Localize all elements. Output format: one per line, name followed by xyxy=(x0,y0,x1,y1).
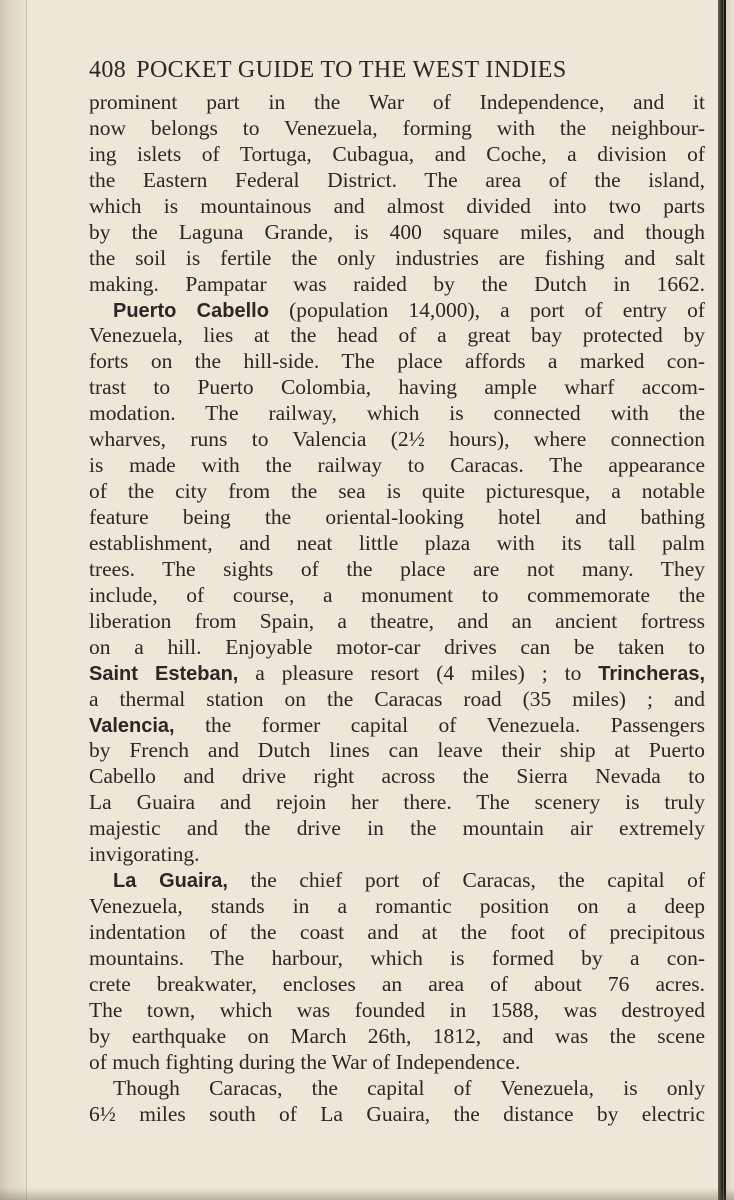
running-title: POCKET GUIDE TO THE WEST INDIES xyxy=(136,57,567,83)
text-line: indentation of the coast and at the foot of precipitous xyxy=(89,920,705,944)
text-line: trees. The sights of the place are not many. They xyxy=(89,556,705,581)
running-head xyxy=(89,56,705,90)
text-line: by the Laguna Grande, is 400 square miles, and though xyxy=(89,219,705,244)
page-bottom-shadow xyxy=(0,1188,734,1200)
text-line: forts on the hill-side. The place affords a marked con- xyxy=(89,349,705,374)
text-line: Venezuela, lies at the head of a great bay protected by xyxy=(89,323,705,348)
text-line: majestic and the drive in the mountain air extremely xyxy=(89,816,705,841)
place-name-trincheras: Trincheras, xyxy=(598,662,705,685)
text-line: wharves, runs to Valencia (2½ hours), where connection xyxy=(89,427,705,452)
gutter-shadow-line xyxy=(724,0,726,1200)
text-line: the Eastern Federal District. The area of the island, xyxy=(89,167,705,192)
text-line: modation. The railway, which is connected with the xyxy=(89,401,705,426)
place-name-saint-esteban: Saint Esteban, xyxy=(89,662,239,685)
text-line: The town, which was founded in 1588, was destroyed xyxy=(89,997,705,1022)
text-line: mountains. The harbour, which is formed by a con- xyxy=(89,945,705,970)
text-line: Valencia, the former capital of Venezuela. Passengers xyxy=(89,712,705,737)
page-number: 408 xyxy=(89,57,127,83)
text-line: Cabello and drive right across the Sierra Nevada to xyxy=(89,764,705,789)
text-line: the soil is fertile the only industries are fishing and salt xyxy=(89,245,705,270)
body-text xyxy=(89,90,705,1128)
text-line: which is mountainous and almost divided into two parts xyxy=(89,193,705,218)
text-line: Saint Esteban, a pleasure resort (4 miles) ; to Trincheras, xyxy=(89,660,705,685)
text-line: of the city from the sea is quite picturesque, a notable xyxy=(89,479,705,504)
text-line: making. Pampatar was raided by the Dutch in 1662. xyxy=(89,271,705,296)
text-line: a thermal station on the Caracas road (35 miles) ; and xyxy=(89,686,705,711)
text-line: crete breakwater, encloses an area of about 76 acres. xyxy=(89,971,705,996)
text-line: include, of course, a monument to commemorate the xyxy=(89,582,705,607)
text-line: by French and Dutch lines can leave their ship at Puerto xyxy=(89,738,705,763)
text-line: now belongs to Venezuela, forming with the neighbour- xyxy=(89,115,705,140)
text-line: of much fighting during the War of Independence. xyxy=(89,1049,521,1074)
place-name-valencia: Valencia, xyxy=(89,714,175,737)
text-line: 6½ miles south of La Guaira, the distance by electric xyxy=(89,1101,705,1126)
text-line: Puerto Cabello (population 14,000), a port of entry of xyxy=(113,297,705,322)
text-line: invigorating. xyxy=(89,842,200,867)
text-line: La Guaira and rejoin her there. The scenery is truly xyxy=(89,790,705,815)
text-line: establishment, and neat little plaza with its tall palm xyxy=(89,530,705,555)
text-line: liberation from Spain, a theatre, and an ancient fortress xyxy=(89,608,705,633)
page-edge xyxy=(0,0,27,1200)
text-line: prominent part in the War of Independence, and it xyxy=(89,90,705,114)
text-line: is made with the railway to Caracas. The appearance xyxy=(89,453,705,478)
book-gutter xyxy=(718,0,734,1200)
text-line: by earthquake on March 26th, 1812, and was the scene xyxy=(89,1023,705,1048)
text-line: trast to Puerto Colombia, having ample wharf accom- xyxy=(89,375,705,400)
place-name-puerto-cabello: Puerto Cabello xyxy=(113,299,269,322)
text-line: La Guaira, the chief port of Caracas, the capital of xyxy=(113,868,705,893)
text-line: Venezuela, stands in a romantic position on a deep xyxy=(89,894,705,919)
text-line: feature being the oriental-looking hotel and bathing xyxy=(89,505,705,529)
text-line: Though Caracas, the capital of Venezuela, is only xyxy=(113,1075,705,1100)
place-name-la-guaira: La Guaira, xyxy=(113,870,228,893)
text-line: on a hill. Enjoyable motor-car drives can be taken to xyxy=(89,634,705,659)
text-line: ing islets of Tortuga, Cubagua, and Coche, a division of xyxy=(89,141,705,166)
page-content xyxy=(89,56,705,1128)
